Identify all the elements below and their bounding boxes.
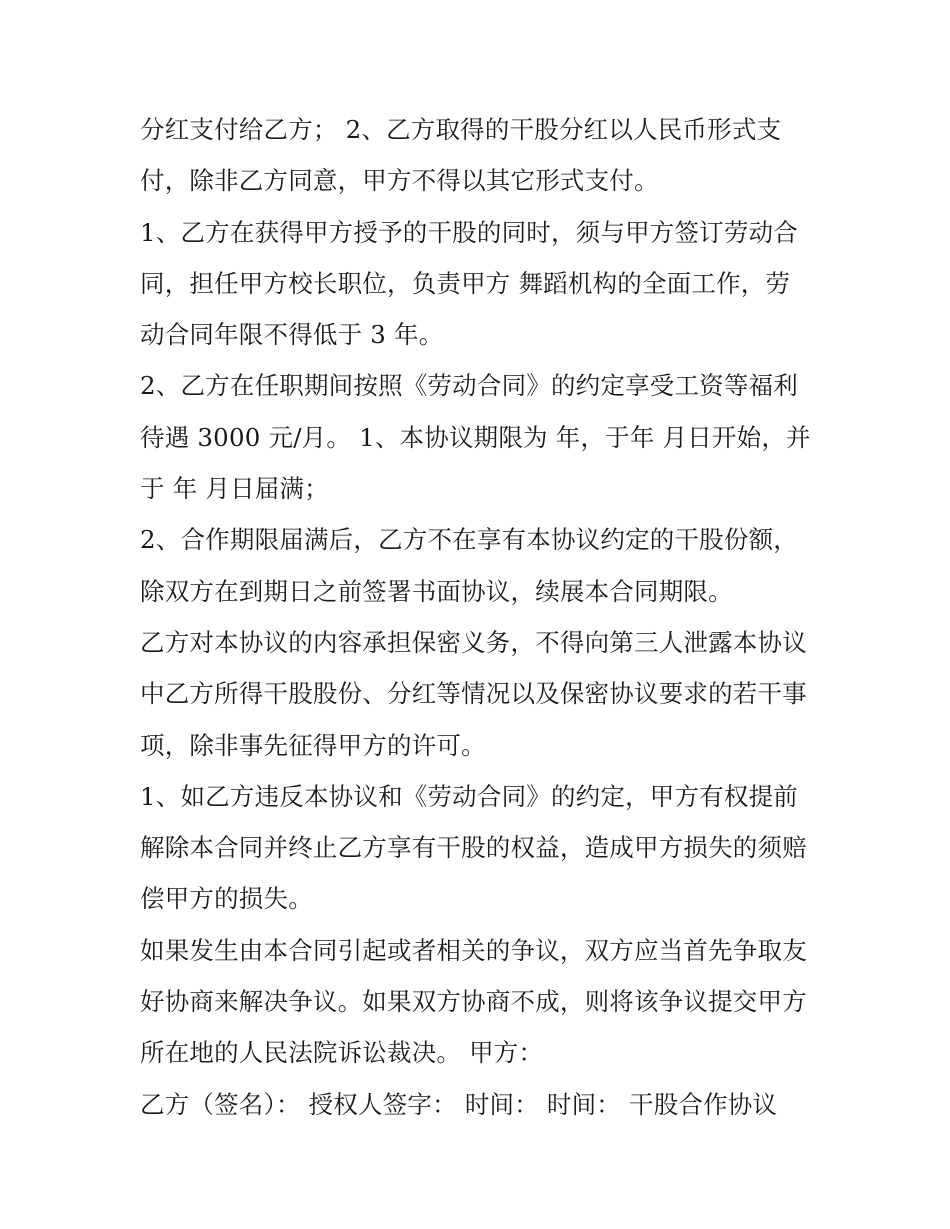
text-line: 同，担任甲方校长职位，负责甲方 舞蹈机构的全面工作，劳 — [140, 268, 791, 298]
text-line: 2、乙方在任职期间按照《劳动合同》的约定享受工资等福利 — [140, 371, 798, 401]
text-line: 于 年 月日届满； — [140, 474, 329, 504]
text-line: 付，除非乙方同意，甲方不得以其它形式支付。 — [140, 166, 659, 196]
text-line: 解除本合同并终止乙方享有干股的权益，造成甲方损失的须赔 — [140, 833, 807, 863]
text-line: 好协商来解决争议。如果双方协商不成，则将该争议提交甲方 — [140, 987, 807, 1017]
text-line: 待遇 3000 元/月。 1、本协议期限为 年，于年 月日开始，并 — [140, 422, 811, 452]
text-line: 项，除非事先征得甲方的许可。 — [140, 730, 486, 760]
text-line: 所在地的人民法院诉讼裁决。 甲方： — [140, 1038, 544, 1068]
text-line: 1、乙方在获得甲方授予的干股的同时，须与甲方签订劳动合 — [140, 217, 798, 247]
text-line: 如果发生由本合同引起或者相关的争议，双方应当首先争取友 — [140, 935, 807, 965]
signature-line: 乙方（签名）： 授权人签字： 时间： 时间： 干股合作协议 — [140, 1089, 778, 1119]
text-line: 动合同年限不得低于 3 年。 — [140, 320, 444, 350]
text-line: 分红支付给乙方； 2、乙方取得的干股分红以人民币形式支 — [140, 115, 782, 144]
text-line: 偿甲方的损失。 — [140, 884, 313, 914]
text-line: 乙方对本协议的内容承担保密义务，不得向第三人泄露本协议 — [140, 627, 807, 657]
text-line: 中乙方所得干股股份、分红等情况以及保密协议要求的若干事 — [140, 679, 807, 709]
text-line: 1、如乙方违反本协议和《劳动合同》的约定，甲方有权提前 — [140, 781, 798, 811]
text-line: 2、合作期限届满后，乙方不在享有本协议约定的干股份额， — [140, 525, 798, 555]
document-body — [140, 104, 820, 1130]
text-line: 除双方在到期日之前签署书面协议，续展本合同期限。 — [140, 576, 733, 606]
